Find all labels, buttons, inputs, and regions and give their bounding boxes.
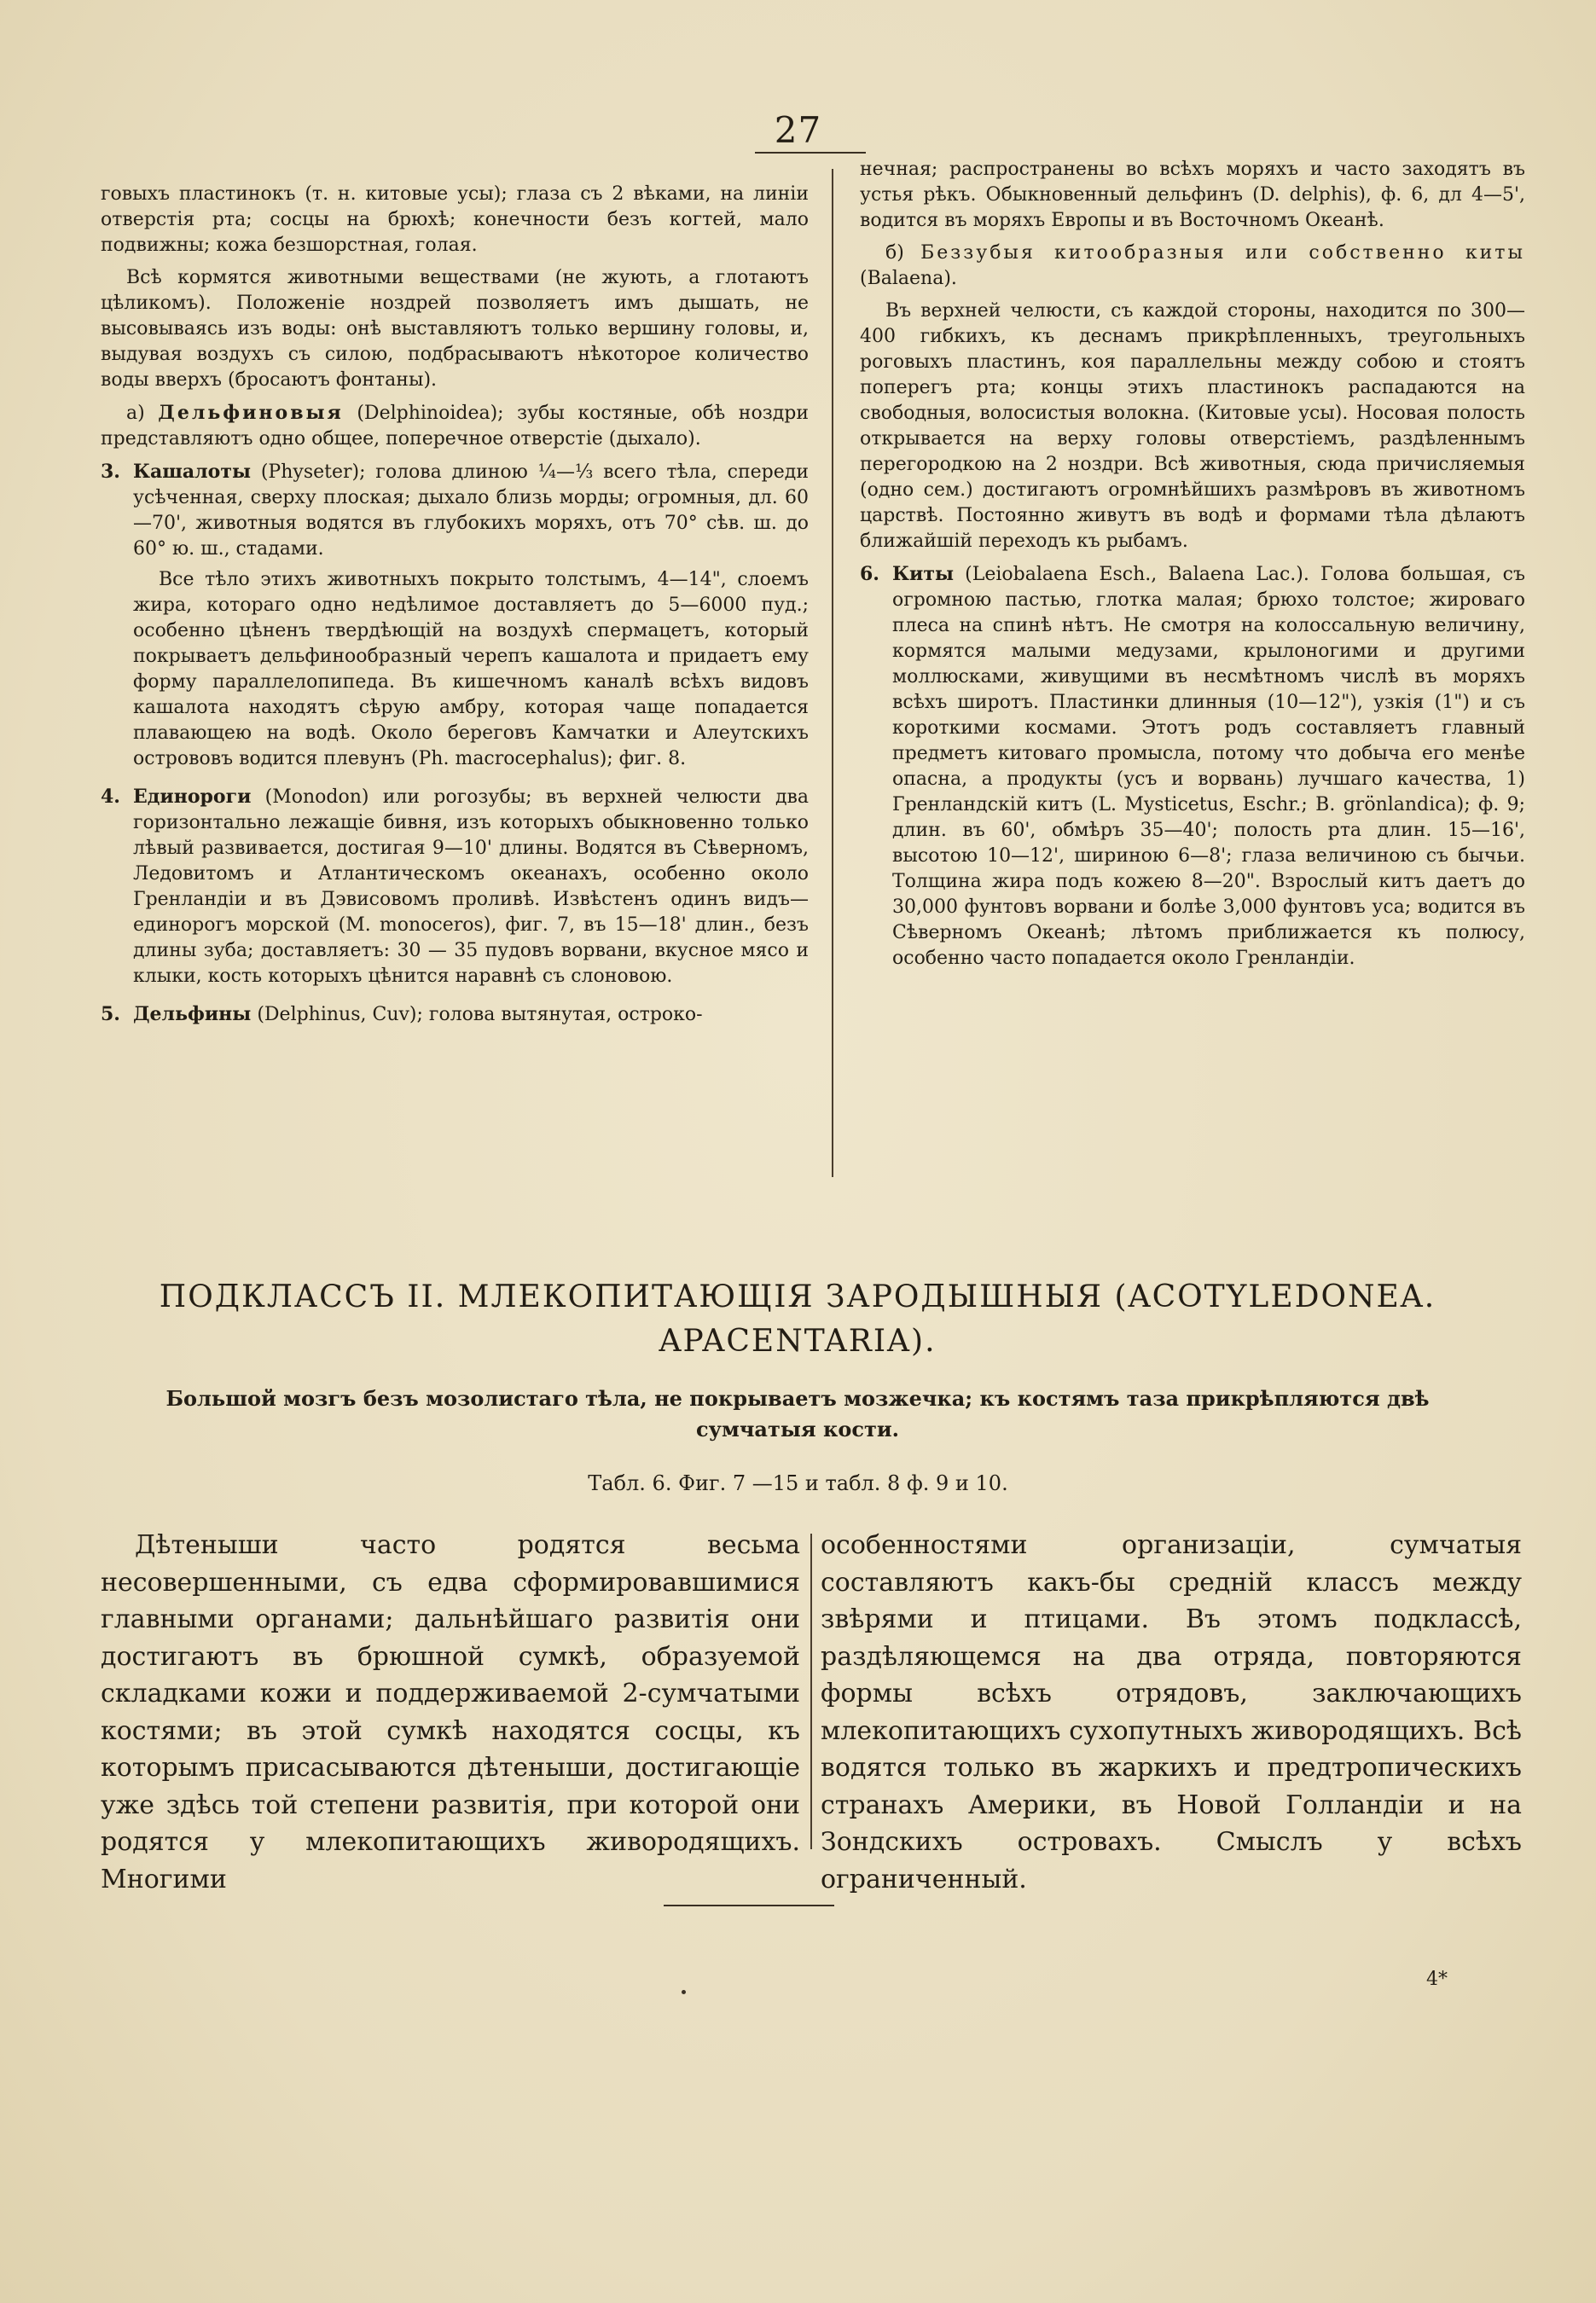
ink-dot — [682, 1990, 686, 1994]
item-number: 6. — [860, 563, 879, 585]
group-b-latin: (Balaena). — [860, 268, 957, 289]
item-name: Киты — [892, 563, 955, 585]
item-number: 4. — [101, 786, 120, 808]
group-a-name: Дельфиновыя — [158, 402, 344, 424]
header-rule — [755, 152, 866, 154]
item-name: Дельфины — [133, 1003, 252, 1025]
item-text: (Delphinus, Cuv); голова вытянутая, остроко- — [251, 1004, 703, 1025]
item-number: 3. — [101, 461, 120, 483]
page-number: 27 — [774, 109, 822, 151]
subclass-description: Большой мозгъ безъ мозолистаго тѣла, не покрываетъ мозжечка; къ костямъ таза прикрѣпляются двѣ сумчатыя кости. — [165, 1386, 1430, 1442]
group-a-paragraph — [101, 400, 809, 452]
list-item-kashaloty — [101, 459, 809, 777]
item-body — [892, 561, 1525, 977]
item-name: Единороги — [133, 786, 252, 808]
left-intro-paragraph: говыхъ пластинокъ (т. н. китовые усы); глаза съ 2 вѣками, на линіи отверстія рта; сосцы на брюхѣ; конечности безъ когтей, мало подвижны; кожа безшорстная, голая. — [101, 183, 809, 256]
list-item-delfiny — [101, 1001, 809, 1033]
tables-reference: Табл. 6. Фиг. 7 —15 и табл. 8 ф. 9 и 10. — [588, 1471, 1008, 1495]
group-b-prefix: б) — [885, 242, 921, 264]
item-second-paragraph: Все тѣло этихъ животныхъ покрыто толстымъ, 4—14", слоемъ жира, котораго одно недѣлимое доставляетъ до 5—6000 пуд.; особенно цѣненъ твердѣющій на воздухѣ спермацетъ, который покрываетъ дельфинообразный черепъ кашалота и придаетъ ему форму параллелопипеда. Въ кишечномъ каналѣ всѣхъ видовъ кашалота находятъ сѣрую амбру, которая чаще попадается плавающею на водѣ. Около береговъ Камчатки и Алеутскихъ острововъ водится плевунъ (Ph. macrocephalus); фиг. 8. — [133, 569, 809, 769]
subclass-heading: ПОДКЛАССЪ II. МЛЕКОПИТАЮЩІЯ ЗАРОДЫШНЫЯ (ACOTYLEDONEA. APACENTARIA). — [159, 1279, 1436, 1359]
item-description — [133, 1001, 809, 1028]
group-b-name: Беззубыя китообразныя или собственно киты — [920, 242, 1525, 264]
right-continuation-paragraph: нечная; распространены во всѣхъ моряхъ и часто заходятъ въ устья рѣкъ. Обыкновенный дельфинъ (D. delphis), ф. 6, дл 4—5', водится въ моряхъ Европы и въ Восточномъ Океанѣ. — [860, 159, 1525, 231]
item-description — [133, 784, 809, 989]
list-item-edinorogi — [101, 784, 809, 995]
signature-mark: 4* — [1426, 1969, 1448, 1990]
bottom-rule — [664, 1905, 834, 1906]
item-number: 5. — [101, 1003, 120, 1025]
column-divider — [832, 169, 833, 1177]
item-description — [892, 561, 1525, 972]
group-b-paragraph: Въ верхней челюсти, съ каждой стороны, находится по 300—400 гибкихъ, къ деснамъ прикрѣпленныхъ, треугольныхъ роговыхъ пластинъ, коя параллельны между собою и стоятъ поперегъ рта; концы этихъ пластинокъ распадаются на свободныя, волосистыя волокна. (Китовые усы). Носовая полость открывается на верху головы отверстіемъ, раздѣленнымъ перегородкою на 2 ноздри. Всѣ животныя, сюда причисляемыя (одно сем.) достигаютъ огромнѣйшихъ размѣровъ въ животномъ царствѣ. Постоянно живутъ въ водѣ и формами тѣла дѣлаютъ ближайшій переходъ къ рыбамъ. — [860, 300, 1525, 552]
lower-right-paragraph: особенностями организаціи, сумчатыя составляютъ какъ-бы средній классъ между звѣрями и птицами. Въ этомъ подклассѣ, раздѣляющемся на два отряда, повторяются формы всѣхъ отрядовъ, заключающихъ млекопитающихъ сухопутныхъ живородящихъ. Всѣ водятся только въ жаркихъ и предтропическихъ странахъ Америки, въ Новой Голландіи и на Зондскихъ островахъ. Смыслъ у всѣхъ ограниченный. — [821, 1530, 1522, 1894]
group-b-heading — [860, 241, 1525, 292]
item-description — [133, 459, 809, 562]
right-column — [860, 157, 1525, 983]
item-body — [133, 459, 809, 777]
lower-left-paragraph: Дѣтеныши часто родятся весьма несовершенными, съ едва сформировавшимися главными органами; дальнѣйшаго развитія они достигаютъ въ брюшной сумкѣ, образуемой складками кожи и поддерживаемой 2-сумчатыми костями; въ этой сумкѣ находятся сосцы, къ которымъ присасываются дѣтеныши, достигающіе уже здѣсь той степени развитія, при которой они родятся у млекопитающихъ живородящихъ. Многими — [101, 1530, 800, 1894]
item-text: (Leiobalaena Esch., Balaena Lac.). Голова большая, съ огромною пастью, глотка малая; брюхо толстое; жироваго плеса на спинѣ нѣтъ. Не смотря на колоссальную величину, кормятся малыми медузами, крылоногими и другими моллюсками, живущими въ несмѣтномъ числѣ въ моряхъ всѣхъ широтъ. Пластинки длинныя (10—12"), узкія (1") и съ короткими космами. Этотъ родъ составляетъ главный предметъ китоваго промысла, потому что добыча его менѣе опасна, а продукты (усъ и ворвань) лучшаго качества, 1) Гренландскій китъ (L. Mysticetus, Eschr.; B. grönlandica); ф. 9; длин. въ 60', обмѣръ 35—40'; полость рта длин. 15—16', высотою 10—12', шириною 6—8'; глаза величиною съ бычьи. Толщина жира подъ кожею 8—20". Взрослый китъ даетъ до 30,000 фунтовъ ворвани и болѣе 3,000 фунтовъ уса; водится въ Сѣверномъ Океанѣ; лѣтомъ приближается къ полюсу, особенно часто попадается около Гренландіи. — [892, 564, 1525, 969]
item-body — [133, 1001, 809, 1033]
list-item-kity — [860, 561, 1525, 977]
item-text: (Monodon) или рогозубы; въ верхней челюсти два горизонтально лежащіе бивня, изъ которыхъ обыкновенно только лѣвый развивается, достигая 9—10' длины. Водятся въ Сѣверномъ, Ледовитомъ и Атлантическомъ океанахъ, особенно около Гренландіи и въ Дэвисовомъ проливѣ. Извѣстенъ одинъ видъ—единорогъ морской (M. monoceros), фиг. 7, въ 15—18' длин., безъ длины зуба; доставляетъ: 30 — 35 пудовъ ворвани, вкусное мясо и клыки, кость которыхъ цѣнится наравнѣ съ слоновою. — [133, 786, 809, 987]
item-name: Кашалоты — [133, 461, 252, 483]
lower-column-divider — [810, 1534, 812, 1849]
group-a-text: (Delphinoidea); зубы костяные, обѣ ноздри представляютъ одно общее, поперечное отверстіе (дыхало). — [101, 403, 809, 450]
item-body — [133, 784, 809, 995]
item-text: (Physeter); голова длиною ¼—⅓ всего тѣла, спереди усѣченная, сверху плоская; дыхало близь морды; огромныя, дл. 60—70', животныя водятся въ глубокихъ моряхъ, отъ 70° сѣв. ш. до 60° ю. ш., стадами. — [133, 461, 809, 560]
left-feeding-paragraph: Всѣ кормятся животными веществами (не жують, а глотаютъ цѣликомъ). Положеніе ноздрей позволяетъ имъ дышать, не высовываясь изъ воды: онѣ выставляютъ только вершину головы, и, выдувая воздухъ съ силою, подбрасываютъ нѣкоторое количество воды вверхъ (бросаютъ фонтаны). — [101, 267, 809, 391]
left-column — [101, 182, 809, 1040]
group-a-prefix: а) — [126, 403, 159, 424]
